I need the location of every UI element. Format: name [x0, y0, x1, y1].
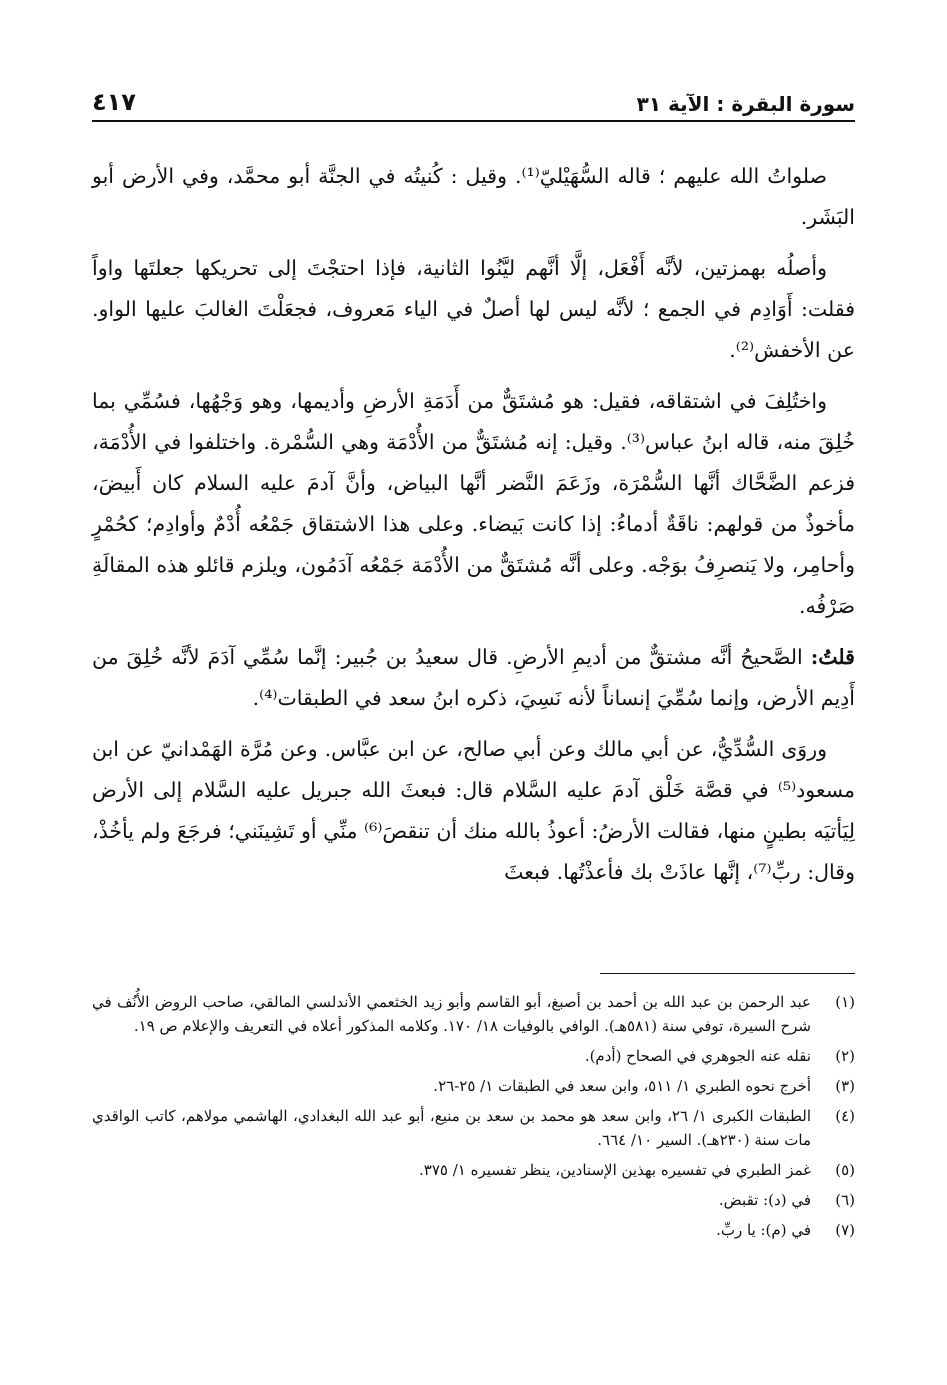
- footnote-number: (٤): [835, 1107, 855, 1125]
- footnote-number: (٣): [835, 1077, 855, 1095]
- surah-title: سورة البقرة : الآية ٣١: [636, 92, 855, 116]
- running-header: [92, 78, 855, 122]
- footnote-item: [92, 990, 855, 1038]
- paragraph-2: وأصلُه بهمزتين، لأنَّه أَفْعَل، إلَّا أنَّهم ليَّنُوا الثانية، فإذا احتجْتَ إلى تحريكها جعلتَها واواً فقلت: أَوَادِم في الجمع ؛ لأنَّه ليس لها أصلٌ في الياء مَعروف، فجعَلْتَ الغالبَ عليها الواو. عن الأخفش⁽²⁾.: [92, 256, 855, 362]
- footnote-text: عبد الرحمن بن عبد الله بن أحمد بن أصبغ، أبو القاسم وأبو زيد الخثعمي الأندلسي المالقي، صاحب الروض الأُنُف في شرح السيرة، توفي سنة (٥٨١هـ). الوافي بالوفيات ١٨/ ١٧٠. وكلامه المذكور أعلاه في التعريف والإعلام ص ١٩.: [92, 993, 811, 1035]
- footnote-number: (٥): [835, 1161, 855, 1179]
- footnote-number: (٢): [835, 1047, 855, 1065]
- paragraph-4: [92, 637, 855, 719]
- footnote-text: أخرج نحوه الطبري ١/ ٥١١، وابن سعد في الطبقات ١/ ٢٥-٢٦.: [433, 1077, 811, 1095]
- paragraph-5: وروَى السُّدِّيُّ، عن أبي مالك وعن أبي صالح، عن ابن عبَّاس. وعن مُرَّة الهَمْدانيّ عن ابن مسعود⁽⁵⁾ في قصَّة خَلْق آدمَ عليه السَّلام قال: فبعثَ الله جبريل عليه السَّلام إلى الأرض لِيَأتيَه بطينٍ منها، فقالت الأرضُ: أعوذُ بالله منك أن تنقصَ⁽⁶⁾ منِّي أو تَشِينَني؛ فرجَعَ ولم يأخُذْ، وقال: ربِّ⁽⁷⁾، إنَّها عاذَتْ بك فأعذْتُها. فبعثَ: [92, 737, 856, 884]
- footnote-divider: [600, 973, 855, 974]
- footnote-item: [92, 1218, 855, 1242]
- paragraph-1: صلواتُ الله عليهم ؛ قاله السُّهَيْليّ⁽¹⁾. وقيل : كُنيتُه في الجنَّة أبو محمَّد، وفي الأرض أبو البَشَر.: [92, 164, 855, 229]
- footnote-item: [92, 1158, 855, 1182]
- footnote-number: (١): [835, 993, 855, 1011]
- footnote-number: (٦): [835, 1191, 855, 1209]
- footnote-text: غمز الطبري في تفسيره بهذين الإسنادين، ينظر تفسيره ١/ ٣٧٥.: [419, 1161, 811, 1179]
- footnotes: [92, 990, 855, 1248]
- footnote-number: (٧): [835, 1221, 855, 1239]
- footnote-item: [92, 1044, 855, 1068]
- main-text: [92, 156, 855, 903]
- paragraph-4-lead: قلتُ:: [810, 645, 855, 669]
- paragraph-3: واختُلِفَ في اشتقاقه، فقيل: هو مُشتَقٌّ من أَدَمَةِ الأرضِ وأديمها، وهو وَجْهُها، فسُمِّي بما خُلِقَ منه، قاله ابنُ عباس⁽³⁾. وقيل: إنه مُشتَقٌّ من الأُدْمَة وهي السُّمْرة. واختلفوا في الأُدْمَة، فزعم الضَّحَّاك أنَّها السُّمْرَة، وزَعَمَ النَّضر أنَّها البياض، وأنَّ آدمَ عليه السلام كان أَبيضَ، مأخوذٌ من قولهم: ناقَةٌ أدماءُ: إذا كانت بَيضاء. وعلى هذا الاشتقاق جَمْعُه أُدْمٌ وأوادِم؛ كحُمْرٍ وأحامِر، ولا يَنصرِفُ بوَجْه. وعلى أنَّه مُشتَقٌّ من الأُدْمَة جَمْعُه آدَمُون، ويلزم قائلو هذه المقالَةِ صَرْفُه.: [92, 389, 855, 618]
- footnote-text: الطبقات الكبرى ١/ ٢٦، وابن سعد هو محمد بن سعد بن منيع، أبو عبد الله البغدادي، الهاشمي مولاهم، كاتب الواقدي مات سنة (٢٣٠هـ). السير ١٠/ ٦٦٤.: [92, 1107, 812, 1149]
- footnote-item: [92, 1104, 855, 1152]
- page-number: ٤١٧: [92, 88, 136, 116]
- paragraph-4-text: الصَّحيحُ أنَّه مشتقٌّ من أديمِ الأرضِ. قال سعيدُ بن جُبير: إنَّما سُمِّي آدَمَ لأنَّه خُلِقَ من أَدِيم الأرض، وإنما سُمِّيَ إنساناً لأنه نَسِيَ، ذكره ابنُ سعد في الطبقات⁽⁴⁾.: [92, 645, 855, 710]
- footnote-text: نقله عنه الجوهري في الصحاح (أدم).: [584, 1047, 811, 1065]
- footnote-text: في (د): تقبض.: [718, 1191, 811, 1209]
- footnote-text: في (م): يا ربِّ.: [716, 1221, 811, 1239]
- footnote-item: [92, 1188, 855, 1212]
- footnote-item: [92, 1074, 855, 1098]
